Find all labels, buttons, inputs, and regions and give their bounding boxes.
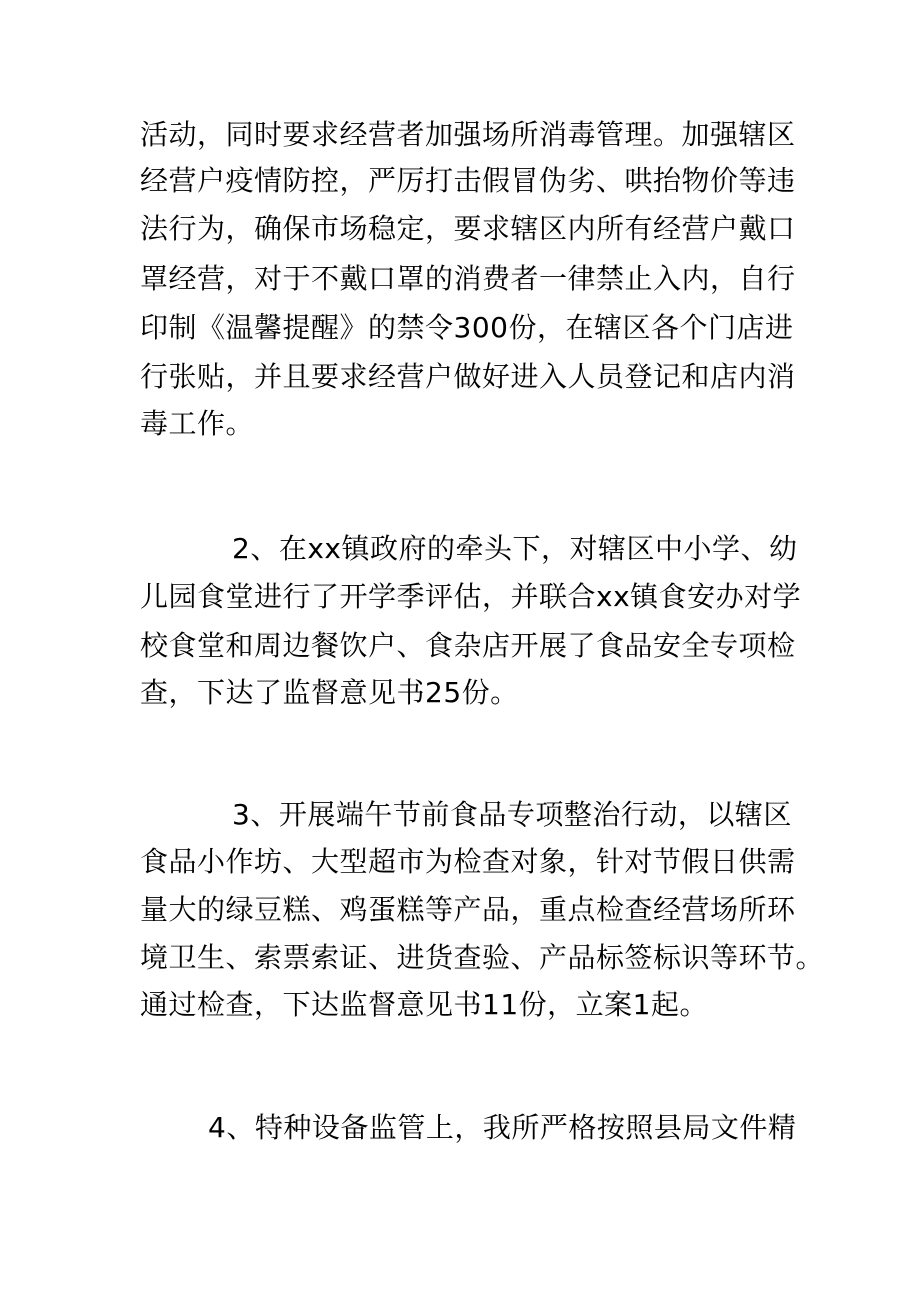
- paragraph-4-line-1: 4、特种设备监管上，我所严格按照县局文件精: [208, 1111, 797, 1144]
- paragraph-1-line-6: 行张贴，并且要求经营户做好进入人员登记和店内消: [140, 360, 796, 393]
- paragraph-3-line-5: 通过检查，下达监督意见书11份，立案1起。: [140, 988, 708, 1021]
- paragraph-1-line-7: 毒工作。: [140, 407, 255, 440]
- paragraph-1-line-4: 罩经营，对于不戴口罩的消费者一律禁止入内，自行: [140, 262, 796, 295]
- paragraph-3-line-3: 量大的绿豆糕、鸡蛋糕等产品，重点检查经营场所环: [140, 893, 796, 926]
- paragraph-1-line-2: 经营户疫情防控，严厉打击假冒伪劣、哄抬物价等违: [140, 164, 796, 197]
- paragraph-1-line-1: 活动，同时要求经营者加强场所消毒管理。加强辖区: [140, 118, 796, 151]
- paragraph-3-line-1: 3、开展端午节前食品专项整治行动，以辖区: [232, 798, 792, 831]
- paragraph-2-line-1: 2、在xx镇政府的牵头下，对辖区中小学、幼: [232, 532, 798, 565]
- paragraph-2-line-2: 儿园食堂进行了开学季评估，并联合xx镇食安办对学: [140, 580, 802, 613]
- paragraph-1-line-3: 法行为，确保市场稳定，要求辖区内所有经营户戴口: [140, 212, 796, 245]
- paragraph-3-line-4: 境卫生、索票索证、进货查验、产品标签标识等环节。: [140, 941, 825, 974]
- paragraph-3-line-2: 食品小作坊、大型超市为检查对象，针对节假日供需: [140, 845, 796, 878]
- paragraph-1-line-5: 印制《温馨提醒》的禁令300份，在辖区各个门店进: [140, 311, 794, 344]
- paragraph-2-line-3: 校食堂和周边餐饮户、食杂店开展了食品安全专项检: [140, 629, 796, 662]
- paragraph-2-line-4: 查，下达了监督意见书25份。: [140, 676, 519, 709]
